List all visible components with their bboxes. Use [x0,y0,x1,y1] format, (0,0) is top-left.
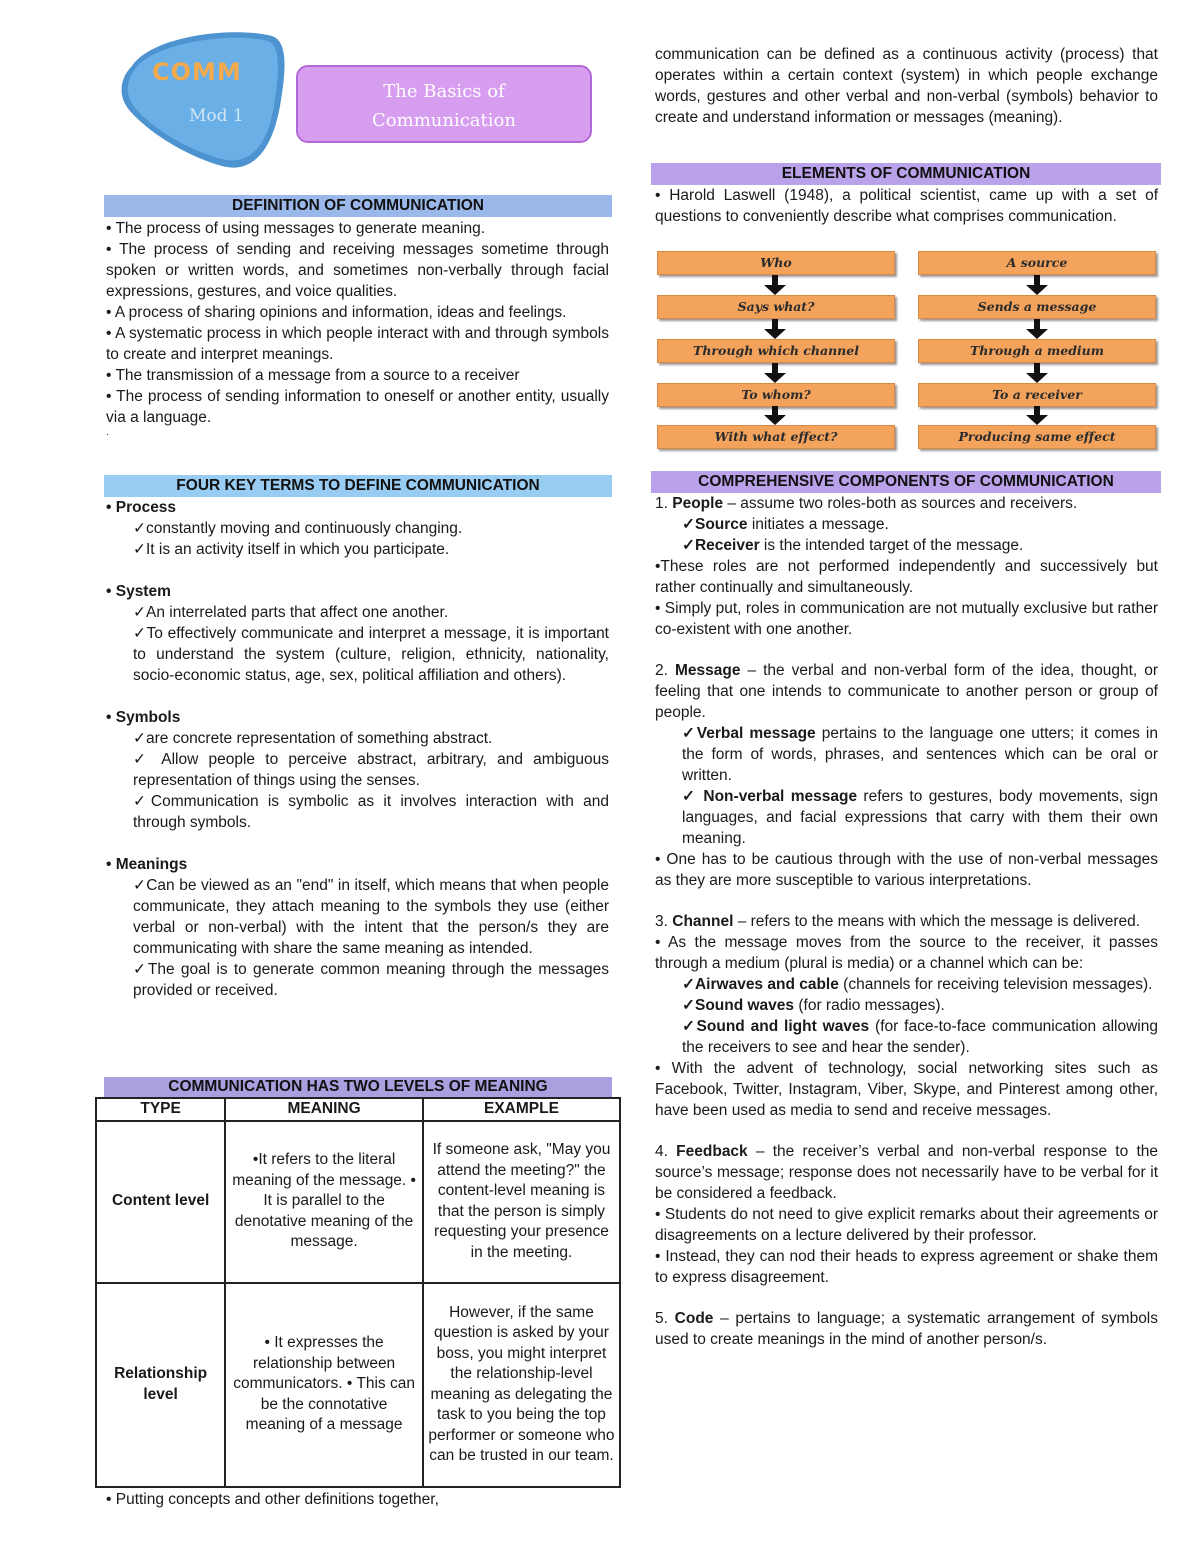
col-meaning: MEANING [225,1098,423,1121]
component-point: ✓Sound and light waves (for face-to-face communication allowing the receivers to see and hear the sender). [682,1018,1158,1056]
elements-intro: • Harold Laswell (1948), a political scientist, came up with a set of questions to conveniently describe what comprises communication. [655,187,1158,225]
logo-title: COMM [152,58,242,86]
row-meaning: • It expresses the relationship between communicators. • This can be the connotative meaning of a message [225,1283,423,1487]
term-point: ✓Communication is symbolic as it involves interaction with and through symbols. [133,793,609,831]
definition-list [106,218,609,438]
component-bullet: • With the advent of technology, social networking sites such as Facebook, Twitter, Instagram, Viber, Skype, and Pinterest among other, have been used as media to send and receive messages. [655,1060,1158,1119]
term-point: ✓are concrete representation of something abstract. [133,730,493,747]
four-terms-list [106,497,609,1001]
component-point: ✓Verbal message pertains to the language one utters; it comes in the form of words, phrases, and sentences which can be oral or written. [682,725,1158,784]
component-bullet: • As the message moves from the source to the receiver, it passes through a medium (plural is media) or a channel which can be: [655,934,1158,972]
table-header-row [96,1098,620,1121]
definition-dot: . [106,427,109,438]
flow-effect: With what effect? [657,425,895,449]
component-point: ✓Receiver is the intended target of the message. [682,537,1024,554]
definition-item: • The process of sending information to oneself or another entity, usually via a language. [106,388,609,426]
title-banner [296,65,592,143]
table-row [96,1121,620,1283]
component-point: ✓Airwaves and cable (channels for receiving television messages). [682,976,1153,993]
term-symbols: • Symbols [106,709,181,726]
definition-item: • A process of sharing opinions and information, ideas and feelings. [106,304,567,321]
term-system: • System [106,583,171,600]
flow-says-what: Says what? [657,295,895,319]
component-bullet: •These roles are not performed independently and successively but rather continually and simultaneously. [655,558,1158,596]
term-point: ✓It is an activity itself in which you participate. [133,541,450,558]
component-bullet: • Simply put, roles in communication are not mutually exclusive but rather co-existent with one another. [655,600,1158,638]
logo-shape [112,26,287,176]
elements-heading: ELEMENTS OF COMMUNICATION [651,163,1161,185]
term-meanings: • Meanings [106,856,188,873]
component-feedback: 4. Feedback – the receiver’s verbal and non-verbal response to the source’s message; response does not necessarily have to be verbal for it be considered a feedback. [655,1143,1158,1202]
definition-item: • A systematic process in which people interact with and through symbols to create and interpret meanings. [106,325,609,363]
definition-heading: DEFINITION OF COMMUNICATION [104,195,612,217]
right-intro: communication can be defined as a continuous activity (process) that operates within a certain context (system) in which people exchange words, gestures and other verbal and non-verbal (symbols) behavior to create and understand information or messages (meaning). [655,46,1158,126]
component-point: ✓ Non-verbal message refers to gestures, body movements, sign languages, and facial expressions that carry with them their own meaning. [682,788,1158,847]
row-meaning: •It refers to the literal meaning of the message. • It is parallel to the denotative meaning of the message. [225,1121,423,1283]
definition-item: • The process of sending and receiving messages sometime through spoken or written words, and sometimes non-verbally through facial expressions, gestures, and voice qualities. [106,241,609,300]
row-type: Content level [96,1121,225,1283]
row-type: Relationship level [96,1283,225,1487]
flow-sends-message: Sends a message [918,295,1156,319]
components-heading: COMPREHENSIVE COMPONENTS OF COMMUNICATION [651,471,1161,493]
definition-item: • The transmission of a message from a source to a receiver [106,367,520,384]
row-example: However, if the same question is asked by your boss, you might interpret the relationship-level meaning as delegating the task to you being the top performer or someone who can be trusted in our team. [423,1283,620,1487]
term-point: ✓The goal is to generate common meaning through the messages provided or received. [133,961,609,999]
banner-line2: Communication [372,110,516,131]
flow-channel: Through which channel [657,339,895,363]
term-process: • Process [106,499,177,516]
component-code: 5. Code – pertains to language; a systematic arrangement of symbols used to create meanings in the mind of another person/s. [655,1310,1159,1348]
term-point: ✓An interrelated parts that affect one another. [133,604,449,621]
levels-table-wrap [95,1097,621,1488]
flow-who: Who [657,251,895,275]
banner-line1: The Basics of [383,81,505,102]
flow-receiver: To a receiver [918,383,1156,407]
flow-same-effect: Producing same effect [918,425,1156,449]
component-bullet: • Students do not need to give explicit remarks about their agreements or disagreements on a lecture delivered by their professor. [655,1206,1158,1244]
component-bullet: • Instead, they can nod their heads to express agreement or shake them to express disagreement. [655,1248,1158,1286]
component-point: ✓Sound waves (for radio messages). [682,997,945,1014]
col-example: EXAMPLE [423,1098,620,1121]
term-point: ✓ Allow people to perceive abstract, arbitrary, and ambiguous representation of things using the senses. [133,751,609,789]
levels-footer: • Putting concepts and other definitions together, [106,1491,439,1508]
term-point: ✓To effectively communicate and interpret a message, it is important to understand the system (culture, religion, ethnicity, nationality, socio-economic status, age, sex, political affiliation and others). [133,625,609,684]
levels-table [95,1097,621,1488]
component-message: 2. Message – the verbal and non-verbal form of the idea, thought, or feeling that one intends to communicate to another person or group of people. [655,662,1159,721]
row-example: If someone ask, "May you attend the meeting?" the content-level meaning is that the person is simply requesting your presence in the meeting. [423,1121,620,1283]
flow-medium: Through a medium [918,339,1156,363]
term-point: ✓Can be viewed as an "end" in itself, which means that when people communicate, they attach meaning to the symbols they use (either verbal or non-verbal) with the intent that the person/s they are communicating with share the same meaning as intended. [133,877,609,957]
flow-to-whom: To whom? [657,383,895,407]
component-bullet: • One has to be cautious through with the use of non-verbal messages as they are more susceptible to various interpretations. [655,851,1158,889]
logo-subtitle: Mod 1 [189,106,244,126]
component-point: ✓Source initiates a message. [682,516,889,533]
term-point: ✓constantly moving and continuously changing. [133,520,463,537]
flow-source: A source [918,251,1156,275]
component-people: 1. People – assume two roles-both as sources and receivers. [655,495,1078,512]
comm-logo [112,26,287,176]
component-channel: 3. Channel – refers to the means with which the message is delivered. [655,913,1141,930]
col-type: TYPE [96,1098,225,1121]
components-list [655,493,1158,1350]
table-row [96,1283,620,1487]
four-terms-heading: FOUR KEY TERMS TO DEFINE COMMUNICATION [104,475,612,497]
definition-item: • The process of using messages to generate meaning. [106,220,486,237]
levels-heading: COMMUNICATION HAS TWO LEVELS OF MEANING [104,1077,612,1097]
